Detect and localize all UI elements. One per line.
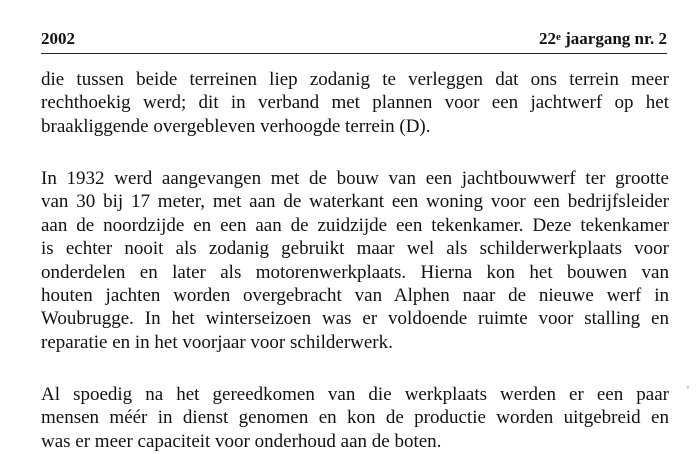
paragraph-line: mensen méér in dienst genomen en kon de productie worden uitgebreid en [41,407,669,429]
paragraph-1 [41,68,669,138]
paragraph-line: aan de noordzijde en een aan de zuidzijde een tekenkamer. Deze tekenkamer [41,214,669,236]
header-volume-ordinal: e [556,31,561,43]
header-volume-number: 22 [539,29,556,48]
paragraph-line: braakliggende overgebleven verhoogde terrein (D). [41,115,431,137]
paragraph-line: van 30 bij 17 meter, met aan de waterkant een woning voor een bedrijfsleider [41,191,669,213]
paragraph-2 [41,167,669,354]
scan-smudge: ∘ [685,382,690,392]
header-year: 2002 [41,29,75,48]
header-volume-label: jaargang nr. 2 [560,29,667,48]
paragraph-line: was er meer capaciteit voor onderhoud aan de boten. [41,430,442,452]
header-volume [539,27,667,51]
paragraph-line: die tussen beide terreinen liep zodanig te verleggen dat ons terrein meer [41,69,669,90]
paragraph-line: houten jachten worden overgebracht van Alphen naar de nieuwe werf in [41,285,669,307]
paragraph-line: Woubrugge. In het winterseizoen was er voldoende ruimte voor stalling en [41,308,669,330]
paragraph-3 [41,383,669,453]
paragraph-line: is echter nooit als zodanig gebruikt maar wel als schilderwerkplaats voor [41,238,669,260]
paragraph-line: onderdelen en later als motorenwerkplaats. Hierna kon het bouwen van [41,261,669,283]
paragraph-line: rechthoekig werd; dit in verband met plannen voor een jachtwerf op het [41,92,669,114]
paragraph-line: reparatie en in het voorjaar voor schilderwerk. [41,331,393,353]
page-header [41,27,667,54]
paragraph-line: In 1932 werd aangevangen met de bouw van een jachtbouwwerf ter grootte [41,168,669,189]
paragraph-line: Al spoedig na het gereedkomen van die werkplaats werden er een paar [41,384,669,405]
